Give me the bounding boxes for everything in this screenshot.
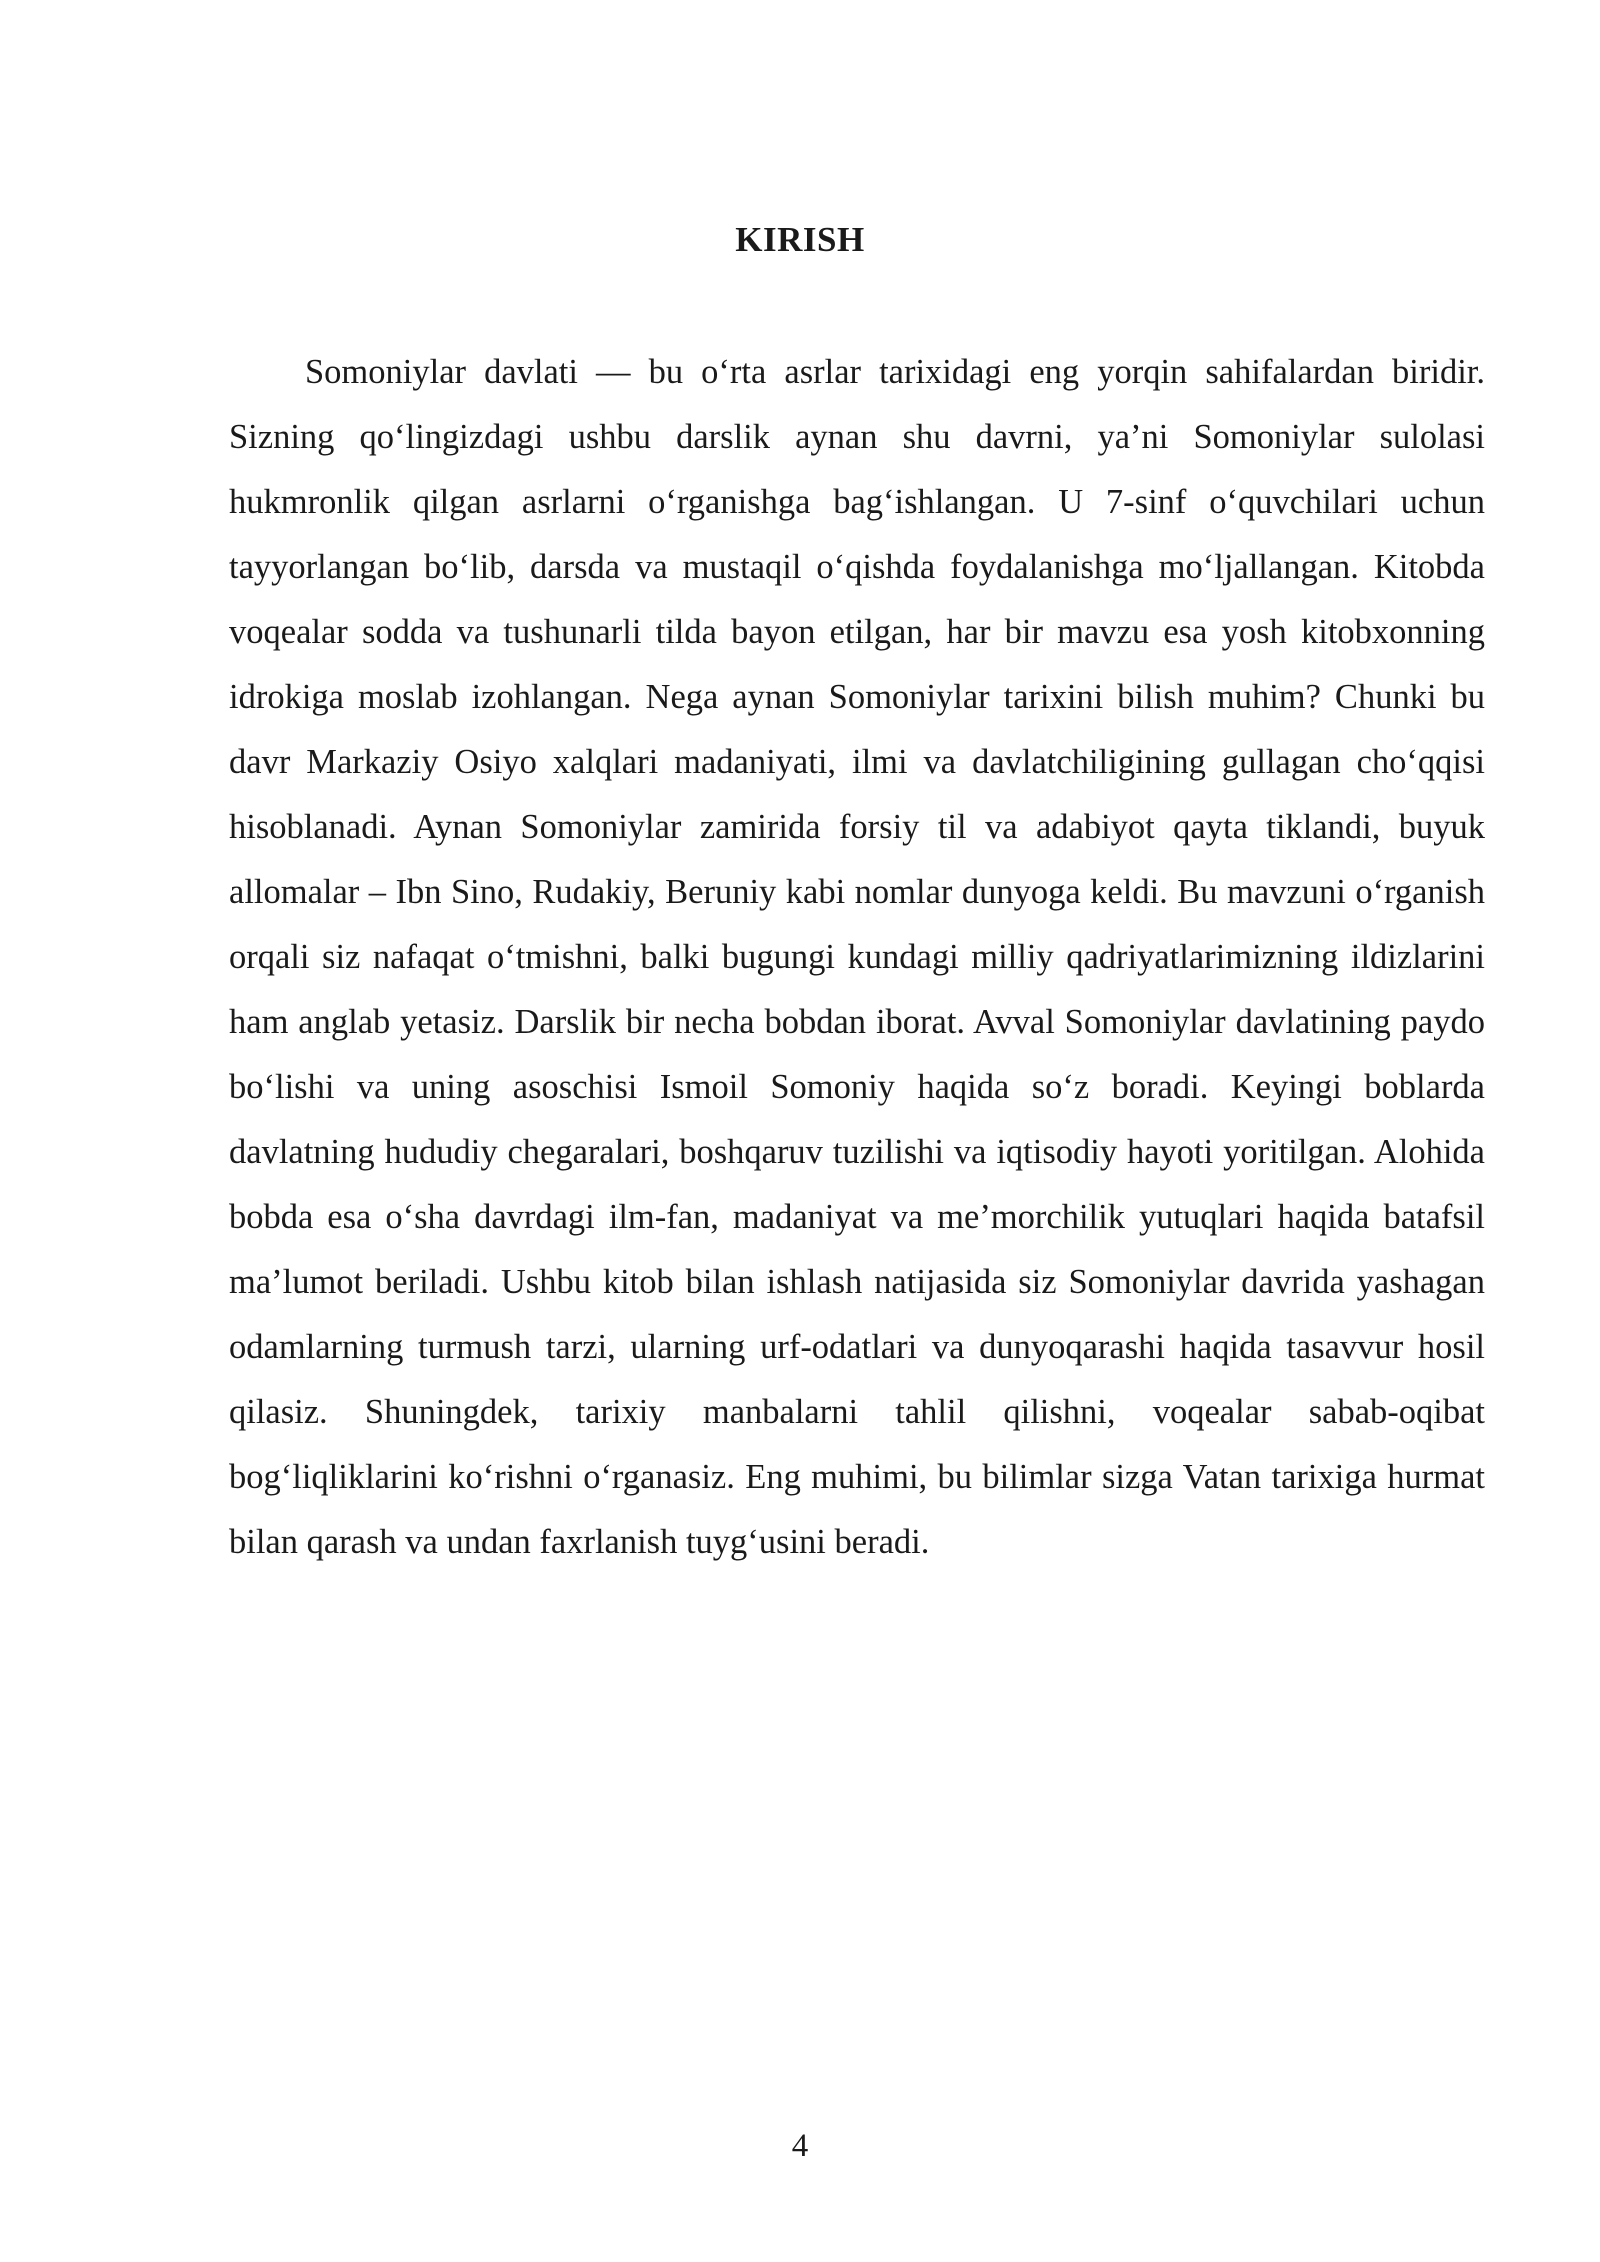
page-title: KIRISH [735,220,865,259]
intro-paragraph: Somoniylar davlati — bu o‘rta asrlar tarixidagi eng yorqin sahifalardan biridir. Sizning qo‘lingizdagi ushbu darslik aynan shu davrni, ya’ni Somoniylar sulolasi hukmronlik qilgan asrlarni o‘rganishga bag‘ishlangan. U 7-sinf o‘quvchilari uchun tayyorlangan bo‘lib, darsda va mustaqil o‘qishda foydalanishga mo‘ljallangan. Kitobda voqealar sodda va tushunarli tilda bayon etilgan, har bir mavzu esa yosh kitobxonning idrokiga moslab izohlangan. Nega aynan Somoniylar tarixini bilish muhim? Chunki bu davr Markaziy Osiyo xalqlari madaniyati, ilmi va davlatchiligining gullagan cho‘qqisi hisoblanadi. Aynan Somoniylar zamirida forsiy til va adabiyot qayta tiklandi, buyuk allomalar – Ibn Sino, Rudakiy, Beruniy kabi nomlar dunyoga keldi. Bu mavzuni o‘rganish orqali siz nafaqat o‘tmishni, balki bugungi kundagi milliy qadriyatlarimizning ildizlarini ham anglab yetasiz. Darslik bir necha bobdan iborat. Avval Somoniylar davlatining paydo bo‘lishi va uning asoschisi Ismoil Somoniy haqida so‘z boradi. Keyingi boblarda davlatning hududiy chegaralari, boshqaruv tuzilishi va iqtisodiy hayoti yoritilgan. Alohida bobda esa o‘sha davrdagi ilm-fan, madaniyat va me’morchilik yutuqlari haqida batafsil ma’lumot beriladi. Ushbu kitob bilan ishlash natijasida siz Somoniylar davrida yashagan odamlarning turmush tarzi, ularning urf-odatlari va dunyoqarashi haqida tasavvur hosil qilasiz. Shuningdek, tarixiy manbalarni tahlil qilishni, voqealar sabab-oqibat bog‘liqliklarini ko‘rishni o‘rganasiz. Eng muhimi, bu bilimlar sizga Vatan tarixiga hurmat bilan qarash va undan faxrlanish tuyg‘usini beradi. [229,353,1485,1561]
page-number: 4 [791,2128,809,2164]
